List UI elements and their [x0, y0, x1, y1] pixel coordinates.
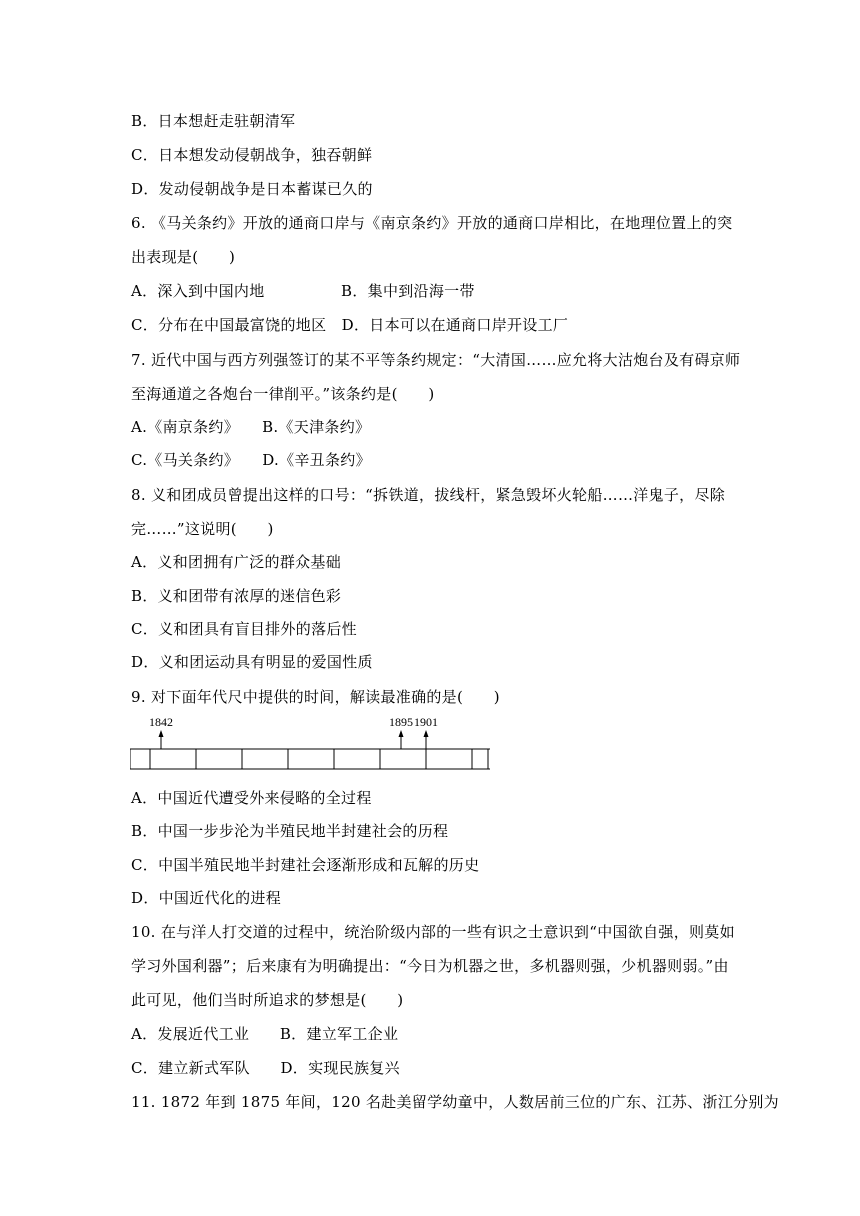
q9-option-b: B．中国一步步沦为半殖民地半封建社会的历程 [131, 822, 449, 840]
q10-stem-line-2: 学习外国利器”；后来康有为明确提出：“今日为机器之世，多机器则强，少机器则弱。”由 [131, 957, 729, 975]
year-marker-arrowhead [424, 730, 429, 737]
q6-stem-line-1: 6. 《马关条约》开放的通商口岸与《南京条约》开放的通商口岸相比，在地理位置上的突 [131, 214, 733, 232]
q9-option-c: C．中国半殖民地半封建社会逐渐形成和瓦解的历史 [131, 856, 480, 874]
year-ruler [130, 712, 492, 772]
q7-stem-line-2: 至海通道之各炮台一律削平。”该条约是( ) [131, 385, 435, 403]
q5-option-d: D．发动侵朝战争是日本蓄谋已久的 [131, 180, 373, 198]
year-marker [414, 715, 438, 749]
q8-stem-line-2: 完……”这说明( ) [131, 520, 274, 538]
year-marker-label: 1895 [389, 715, 413, 729]
q8-option-d: D．义和团运动具有明显的爱国性质 [131, 653, 373, 671]
q10-options-cd: C．建立新式军队 D．实现民族复兴 [131, 1059, 400, 1077]
year-marker-arrowhead [159, 730, 164, 737]
q10-stem-line-3: 此可见，他们当时所追求的梦想是( ) [131, 991, 404, 1009]
q6-stem-line-2: 出表现是( ) [131, 248, 236, 266]
q8-stem-line-1: 8. 义和团成员曾提出这样的口号：“拆铁道，拔线杆，紧急毁坏火轮船……洋鬼子，尽除 [131, 486, 726, 504]
q5-option-c: C．日本想发动侵朝战争，独吞朝鲜 [131, 146, 373, 164]
year-marker-arrowhead [399, 730, 404, 737]
q6-options-cd: C．分布在中国最富饶的地区 D．日本可以在通商口岸开设工厂 [131, 316, 569, 334]
q8-option-a: A．义和团拥有广泛的群众基础 [131, 553, 342, 571]
year-marker [149, 715, 173, 749]
year-marker [389, 715, 413, 749]
q9-stem: 9. 对下面年代尺中提供的时间，解读最准确的是( ) [131, 688, 500, 706]
q7-options-cd: C.《马关条约》 D.《辛丑条约》 [131, 451, 371, 469]
q8-option-b: B．义和团带有浓厚的迷信色彩 [131, 587, 342, 605]
q10-options-ab: A．发展近代工业 B．建立军工企业 [131, 1025, 399, 1043]
q9-option-d: D．中国近代化的进程 [131, 889, 282, 907]
q7-stem-line-1: 7. 近代中国与西方列强签订的某不平等条约规定：“大清国……应允将大沽炮台及有碍京师 [131, 351, 741, 369]
q8-option-c: C．义和团具有盲目排外的落后性 [131, 620, 357, 638]
q11-stem-line-1: 11. 1872 年到 1875 年间，120 名赴美留学幼童中，人数居前三位的广东、江苏、浙江分别为 [131, 1093, 779, 1111]
q9-option-a: A．中国近代遭受外来侵略的全过程 [131, 789, 372, 807]
q10-stem-line-1: 10. 在与洋人打交道的过程中，统治阶级内部的一些有识之士意识到“中国欲自强，则莫如 [131, 923, 735, 941]
year-marker-label: 1842 [149, 715, 173, 729]
year-marker-label: 1901 [414, 715, 438, 729]
q5-option-b: B．日本想赶走驻朝清军 [131, 112, 296, 130]
year-ruler-figure [130, 712, 492, 772]
q7-options-ab: A.《南京条约》 B.《天津条约》 [131, 418, 371, 436]
q6-options-ab: A．深入到中国内地 B．集中到沿海一带 [131, 282, 475, 300]
